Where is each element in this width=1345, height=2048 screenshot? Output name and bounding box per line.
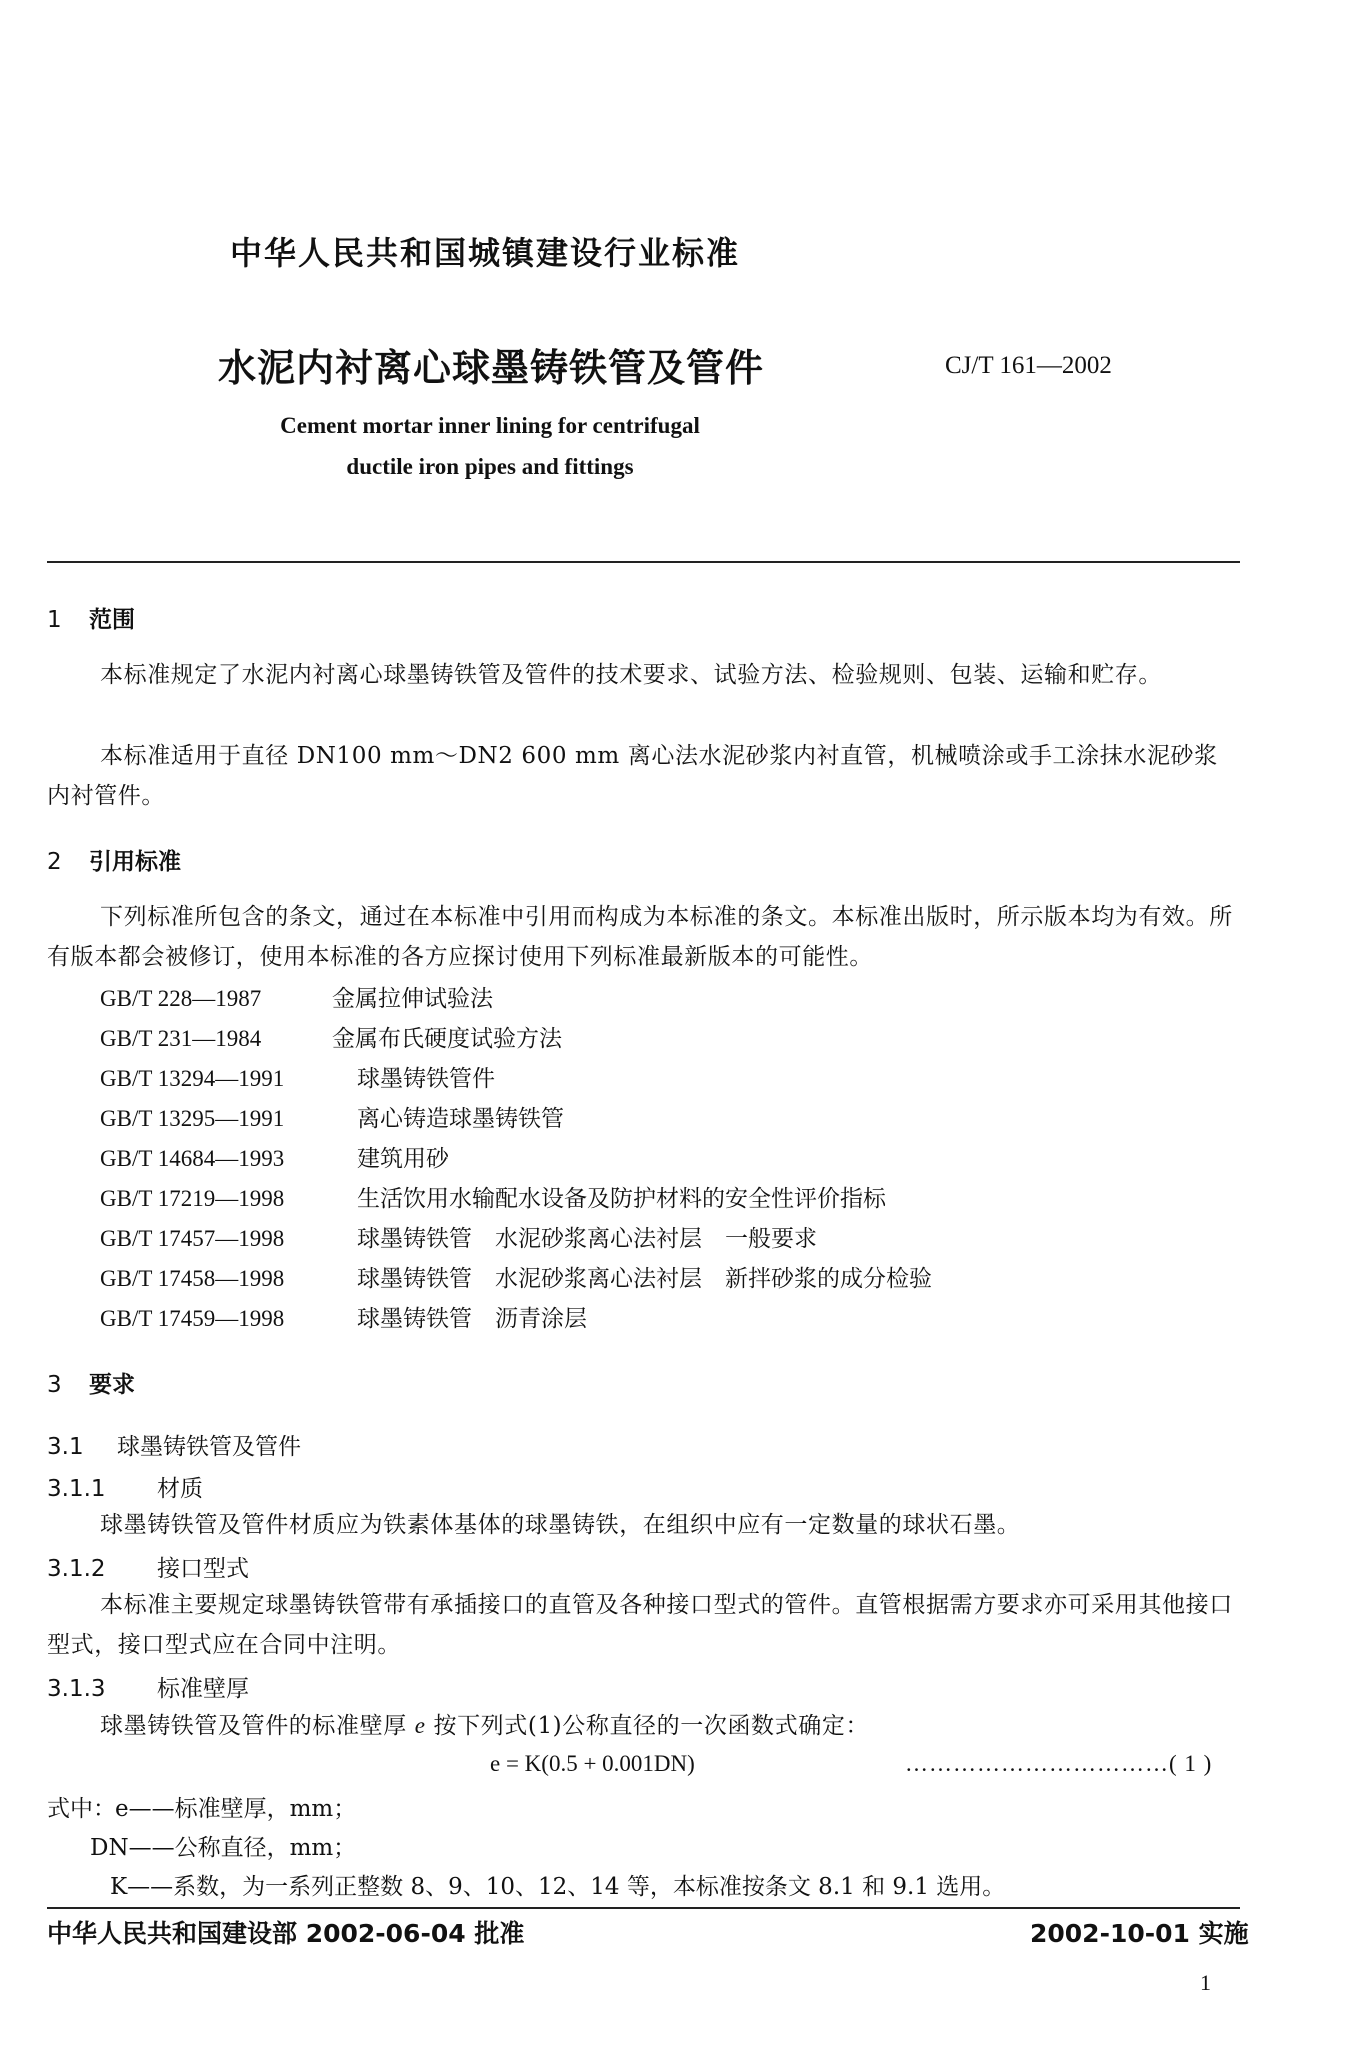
- reference-code: GB/T 228—1987: [100, 986, 262, 1011]
- section-1-paragraph-2: 本标准适用于直径 DN100 mm～DN2 600 mm 离心法水泥砂浆内衬直管，机械喷涂或手工涂抹水泥砂浆内衬管件。: [47, 743, 1218, 809]
- subsection-3-1-1-title: 材质: [157, 1476, 203, 1502]
- subsection-3-1-3-text-a: 球墨铸铁管及管件的标准壁厚: [100, 1713, 407, 1739]
- reference-title: 球墨铸铁管 水泥砂浆离心法衬层 新拌砂浆的成分检验: [357, 1266, 932, 1292]
- formula-1: e = K(0.5 + 0.001DN): [490, 1751, 695, 1776]
- reference-code: GB/T 13294—1991: [100, 1066, 285, 1091]
- subsection-3-1-2-heading: [47, 1550, 249, 1583]
- section-1-title: 范围: [89, 607, 135, 633]
- reference-title: 建筑用砂: [357, 1146, 449, 1172]
- wall-thickness-variable: e: [414, 1713, 426, 1738]
- standard-title: 水泥内衬离心球墨铸铁管及管件: [218, 346, 765, 390]
- reference-item: [100, 980, 493, 1013]
- section-2-title: 引用标准: [89, 849, 181, 875]
- effective-date: 2002-10-01 实施: [1030, 1919, 1249, 1948]
- reference-item: [100, 1140, 449, 1173]
- subsection-3-1-3-number: 3.1.3: [47, 1676, 106, 1702]
- subsection-3-1-2-number: 3.1.2: [47, 1556, 106, 1582]
- reference-item: [100, 1180, 886, 1213]
- subsection-3-1-title: 球墨铸铁管及管件: [117, 1434, 301, 1460]
- reference-item: [100, 1100, 564, 1133]
- subsection-3-1-3-heading: [47, 1670, 249, 1703]
- reference-item: [100, 1060, 495, 1093]
- english-title-line-2: ductile iron pipes and fittings: [346, 454, 634, 479]
- reference-code: GB/T 14684—1993: [100, 1146, 285, 1171]
- where-e-definition: e——标准壁厚，mm；: [115, 1796, 357, 1822]
- reference-code: GB/T 13295—1991: [100, 1106, 285, 1131]
- subsection-3-1-3-paragraph: [47, 1706, 1240, 1746]
- reference-title: 生活饮用水输配水设备及防护材料的安全性评价指标: [357, 1186, 886, 1212]
- standard-category: 中华人民共和国城镇建设行业标准: [230, 234, 741, 272]
- header-divider: [47, 561, 1240, 563]
- reference-item: [100, 1300, 587, 1333]
- reference-item: [100, 1020, 562, 1053]
- reference-code: GB/T 231—1984: [100, 1026, 262, 1051]
- reference-title: 球墨铸铁管 水泥砂浆离心法衬层 一般要求: [357, 1226, 817, 1252]
- subsection-3-1-1-paragraph: 球墨铸铁管及管件材质应为铁素体基体的球墨铸铁，在组织中应有一定数量的球状石墨。: [100, 1512, 1021, 1538]
- where-dn-definition: DN——公称直径，mm；: [90, 1835, 357, 1861]
- subsection-3-1-1-heading: [47, 1470, 203, 1503]
- reference-item: [100, 1260, 932, 1293]
- where-k-definition: K——系数，为一系列正整数 8、9、10、12、14 等，本标准按条文 8.1 和 9.1 选用。: [110, 1874, 1006, 1900]
- approval-date: 中华人民共和国建设部 2002-06-04 批准: [47, 1919, 525, 1948]
- reference-item: [100, 1220, 817, 1253]
- subsection-3-1-3-text-b: 按下列式(1)公称直径的一次函数式确定：: [433, 1713, 870, 1739]
- reference-code: GB/T 17458—1998: [100, 1266, 285, 1291]
- section-1-paragraph-1: 本标准规定了水泥内衬离心球墨铸铁管及管件的技术要求、试验方法、检验规则、包装、运输和贮存。: [100, 662, 1162, 688]
- reference-title: 离心铸造球墨铸铁管: [357, 1106, 564, 1132]
- where-label: 式中：: [47, 1796, 116, 1822]
- subsection-3-1-2-title: 接口型式: [157, 1556, 249, 1582]
- page-number: 1: [1200, 1970, 1211, 1995]
- subsection-3-1-number: 3.1: [47, 1434, 84, 1460]
- subsection-3-1-1-number: 3.1.1: [47, 1476, 106, 1502]
- reference-code: GB/T 17459—1998: [100, 1306, 285, 1331]
- reference-title: 金属拉伸试验法: [332, 986, 493, 1012]
- section-3-title: 要求: [89, 1372, 135, 1398]
- section-2-number: 2: [47, 849, 62, 875]
- subsection-3-1-2-paragraph: 本标准主要规定球墨铸铁管带有承插接口的直管及各种接口型式的管件。直管根据需方要求亦可采用其他接口型式，接口型式应在合同中注明。: [47, 1592, 1233, 1658]
- english-title-line-1: Cement mortar inner lining for centrifugal: [280, 413, 700, 438]
- formula-1-reference: ……………………………( 1 ): [905, 1751, 1213, 1776]
- reference-title: 球墨铸铁管件: [357, 1066, 495, 1092]
- section-1-heading: [47, 600, 1240, 640]
- reference-title: 金属布氏硬度试验方法: [332, 1026, 562, 1052]
- reference-code: GB/T 17457—1998: [100, 1226, 285, 1251]
- section-2-heading: [47, 842, 1240, 882]
- section-3-number: 3: [47, 1372, 62, 1398]
- reference-title: 球墨铸铁管 沥青涂层: [357, 1306, 587, 1332]
- reference-code: GB/T 17219—1998: [100, 1186, 285, 1211]
- footer-divider: [47, 1907, 1240, 1909]
- subsection-3-1-heading: [47, 1428, 301, 1461]
- subsection-3-1-3-title: 标准壁厚: [157, 1676, 249, 1702]
- section-3-heading: [47, 1365, 1240, 1405]
- section-1-number: 1: [47, 607, 62, 633]
- standard-code: CJ/T 161—2002: [945, 352, 1112, 379]
- section-2-paragraph-1: 下列标准所包含的条文，通过在本标准中引用而构成为本标准的条文。本标准出版时，所示版本均为有效。所有版本都会被修订，使用本标准的各方应探讨使用下列标准最新版本的可能性。: [47, 904, 1233, 970]
